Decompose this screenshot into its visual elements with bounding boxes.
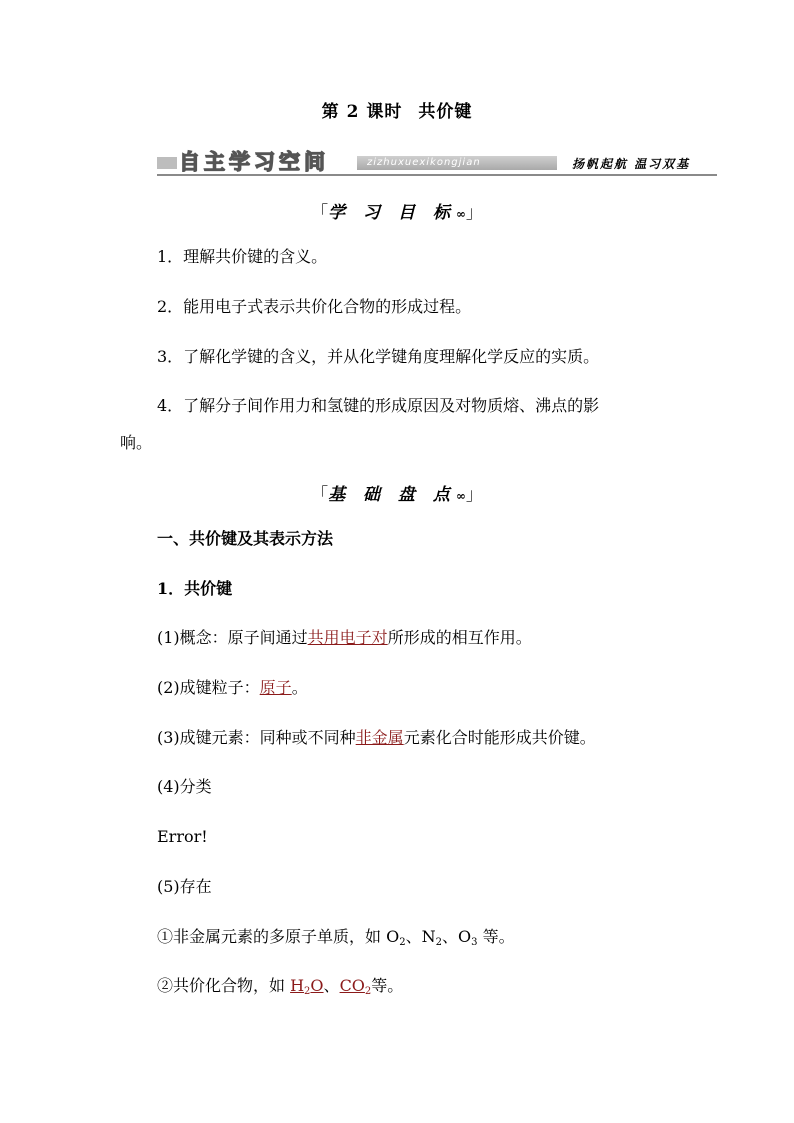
infinity-icon: ∞ (455, 489, 466, 503)
answer-blank: 原子 (259, 678, 292, 697)
objective-3: 3．了解化学键的含义，并从化学键角度理解化学反应的实质。 (157, 347, 600, 366)
objective-2: 2．能用电子式表示共价化合物的形成过程。 (157, 297, 472, 316)
text: (1)概念：原子间通过 (157, 628, 308, 647)
text: 等。 (477, 927, 515, 946)
subscript: 2 (435, 937, 442, 948)
answer-carbon-dioxide (340, 976, 372, 995)
text: H (290, 976, 305, 995)
text: 、O (441, 927, 472, 946)
bracket-open: 「 (311, 203, 329, 223)
heading-covalent-bond: 1．共价键 (157, 579, 233, 598)
text: 。 (291, 678, 308, 697)
lesson-title (0, 97, 794, 122)
text: ①非金属元素的多原子单质，如 O (157, 927, 400, 946)
bonding-particle-line (157, 677, 308, 699)
bonding-element-line (157, 727, 596, 749)
text: 元素化合时能形成共价键。 (403, 728, 596, 747)
section-heading-objectives (0, 198, 794, 223)
banner-heading: 自主学习空间 (179, 150, 329, 174)
section-banner (157, 150, 717, 178)
banner-pinyin: zizhuxuexikongjian (367, 157, 481, 168)
text: 等。 (371, 976, 404, 995)
example-covalent-compounds (157, 975, 403, 1003)
answer-water (290, 976, 323, 995)
infinity-icon: ∞ (455, 207, 466, 221)
subscript: 2 (304, 986, 311, 997)
answer-blank: 共用电子对 (307, 628, 388, 647)
lesson-number: 第 2 课时 (321, 102, 403, 122)
answer-blank: 非金属 (355, 728, 404, 747)
banner-slogan: 扬帆起航 温习双基 (572, 157, 691, 171)
error-text: Error! (157, 827, 208, 846)
subscript: 3 (471, 937, 478, 948)
subscript: 2 (399, 937, 406, 948)
lesson-topic: 共价键 (418, 102, 473, 122)
text: (3)成键元素：同种或不同种 (157, 728, 356, 747)
objective-4: 4．了解分子间作用力和氢键的形成原因及对物质熔、沸点的影 (157, 396, 600, 415)
banner-underline (157, 174, 717, 176)
text: 、N (405, 927, 436, 946)
existence-line: (5)存在 (157, 877, 212, 896)
example-nonmetal-elements (157, 926, 515, 954)
objective-1: 1．理解共价键的含义。 (157, 247, 328, 266)
text: 所形成的相互作用。 (387, 628, 532, 647)
text: CO (339, 976, 365, 995)
bracket-close: 」 (465, 485, 483, 505)
banner-left-bar (157, 157, 177, 169)
section-heading-basics (0, 480, 794, 505)
subscript: 2 (364, 986, 372, 997)
text: 、 (323, 976, 340, 995)
text: O (310, 976, 324, 995)
bracket-open: 「 (311, 485, 329, 505)
text: (2)成键粒子： (157, 678, 260, 697)
bracket-close: 」 (465, 203, 483, 223)
text: ②共价化合物，如 (157, 976, 291, 995)
concept-line (157, 627, 532, 649)
objective-4-continued: 响。 (120, 433, 153, 452)
heading-covalent-bond-representation: 一、共价键及其表示方法 (157, 529, 334, 548)
section-label: 基 础 盘 点 (328, 485, 456, 505)
classification-line: (4)分类 (157, 777, 212, 796)
section-label: 学 习 目 标 (328, 203, 456, 223)
